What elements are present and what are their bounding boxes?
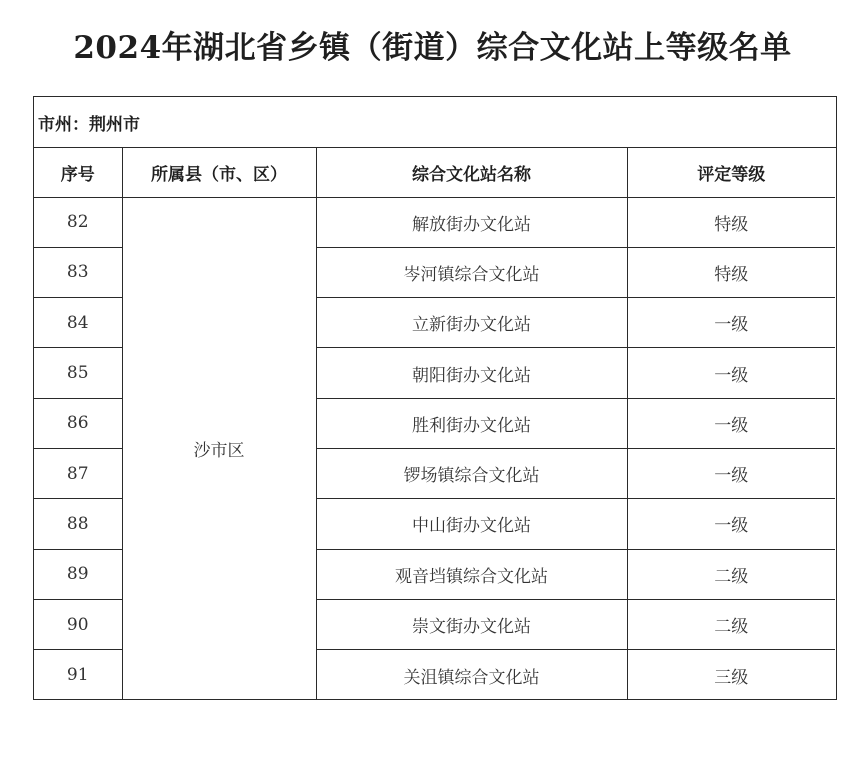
header-county: 所属县（市、区）	[122, 148, 316, 197]
row-serial-number: 91	[34, 650, 122, 700]
row-grade: 一级	[627, 499, 835, 549]
row-serial-number: 88	[34, 499, 122, 549]
row-grade: 特级	[627, 197, 835, 247]
table-header-row	[34, 148, 835, 197]
row-serial-number: 86	[34, 398, 122, 448]
row-serial-number: 85	[34, 348, 122, 398]
header-grade: 评定等级	[627, 148, 835, 197]
county-cell: 沙市区	[122, 197, 316, 700]
row-station-name: 朝阳街办文化站	[316, 348, 627, 398]
row-station-name: 胜利街办文化站	[316, 398, 627, 448]
row-grade: 一级	[627, 348, 835, 398]
row-serial-number: 83	[34, 247, 122, 297]
row-serial-number: 87	[34, 448, 122, 498]
header-serial-number: 序号	[34, 148, 122, 197]
row-serial-number: 82	[34, 197, 122, 247]
culture-station-table-frame	[33, 96, 837, 700]
row-grade: 一级	[627, 298, 835, 348]
row-grade: 二级	[627, 549, 835, 599]
header-station-name: 综合文化站名称	[316, 148, 627, 197]
row-station-name: 崇文街办文化站	[316, 599, 627, 649]
row-grade: 一级	[627, 448, 835, 498]
row-serial-number: 90	[34, 599, 122, 649]
row-station-name: 解放街办文化站	[316, 197, 627, 247]
row-station-name: 中山街办文化站	[316, 499, 627, 549]
city-label: 市州：荆州市	[34, 97, 836, 148]
row-station-name: 锣场镇综合文化站	[316, 448, 627, 498]
row-station-name: 立新街办文化站	[316, 298, 627, 348]
row-grade: 二级	[627, 599, 835, 649]
row-grade: 三级	[627, 650, 835, 700]
culture-station-table	[34, 148, 835, 700]
row-grade: 特级	[627, 247, 835, 297]
row-grade: 一级	[627, 398, 835, 448]
row-serial-number: 84	[34, 298, 122, 348]
page-title: 2024年湖北省乡镇（街道）综合文化站上等级名单	[73, 30, 792, 66]
row-serial-number: 89	[34, 549, 122, 599]
table-row	[34, 197, 835, 247]
row-station-name: 岑河镇综合文化站	[316, 247, 627, 297]
row-station-name: 关沮镇综合文化站	[316, 650, 627, 700]
row-station-name: 观音垱镇综合文化站	[316, 549, 627, 599]
